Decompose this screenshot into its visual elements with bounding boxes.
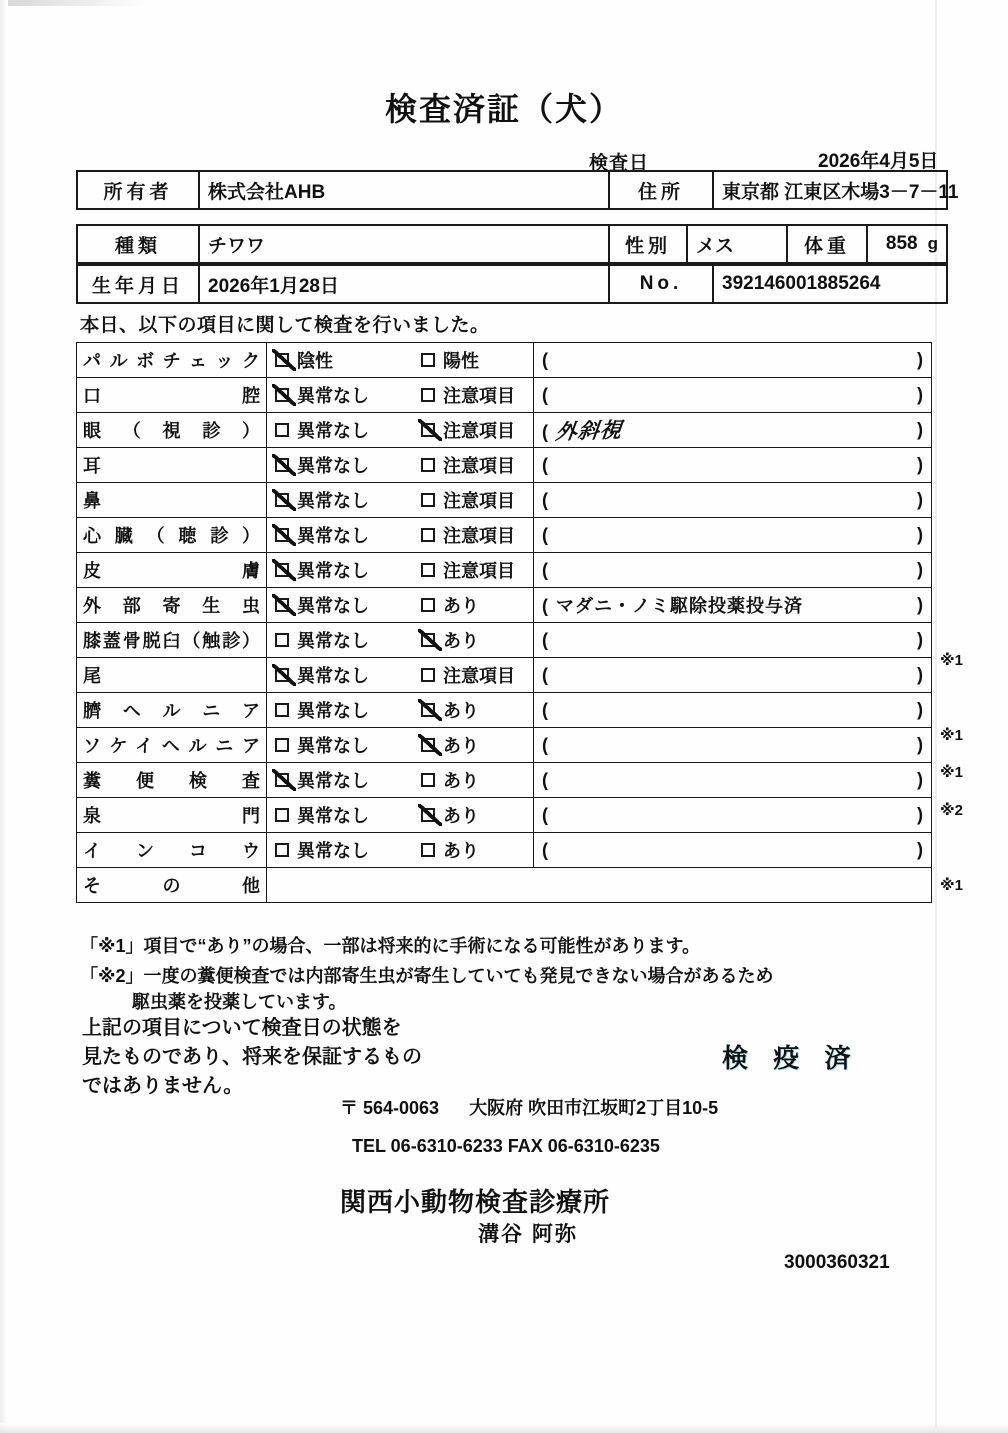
checklist-row-options xyxy=(267,623,534,658)
checklist-row xyxy=(77,553,932,588)
note-paren-open: ( xyxy=(542,559,548,580)
note-paren-open: ( xyxy=(542,596,548,616)
checklist-row-label: ソケイヘルニア xyxy=(77,728,267,763)
checklist-row-note[interactable] xyxy=(534,448,932,483)
owner-value: 株式会社AHB xyxy=(199,171,609,209)
checkbox-label: あり xyxy=(443,631,479,651)
scan-line-right xyxy=(935,0,937,1433)
checkbox-label: 注意項目 xyxy=(443,561,515,581)
empty-checkbox-icon[interactable] xyxy=(421,598,435,612)
footnote-marker: ※2 xyxy=(940,801,963,819)
sex-label: 性別 xyxy=(609,225,687,263)
note-paren-open: ( xyxy=(542,524,548,545)
checkbox-option-2[interactable] xyxy=(421,837,479,863)
checklist-row xyxy=(77,483,932,518)
note-paren-open: ( xyxy=(542,664,548,685)
checkbox-option-1[interactable] xyxy=(275,417,421,443)
checklist-row-note[interactable] xyxy=(534,833,932,868)
note-paren-close: ) xyxy=(917,804,923,825)
checkbox-option-1[interactable] xyxy=(275,802,421,828)
checkbox-label: 陽性 xyxy=(443,351,479,371)
checkbox-option-1[interactable] xyxy=(275,592,421,618)
note-paren-close: ) xyxy=(917,769,923,790)
weight-unit: g xyxy=(927,234,938,253)
checkbox-option-2[interactable] xyxy=(421,557,515,583)
checkbox-option-1[interactable] xyxy=(275,837,421,863)
note-paren-close: ) xyxy=(917,629,923,650)
note-paren-close: ) xyxy=(917,419,923,440)
page-title: 検査済証（犬） xyxy=(384,91,623,127)
note-paren-open: ( xyxy=(542,349,548,370)
checkbox-option-1[interactable] xyxy=(275,382,421,408)
note-paren-close: ) xyxy=(917,489,923,510)
empty-checkbox-icon[interactable] xyxy=(421,843,435,857)
checkbox-option-1[interactable] xyxy=(275,557,421,583)
checklist-row-note[interactable] xyxy=(534,658,932,693)
note-paren-close: ) xyxy=(917,699,923,720)
animal-row xyxy=(77,225,947,263)
weight-label: 体重 xyxy=(787,225,867,263)
checklist-row-label: 皮膚 xyxy=(77,553,267,588)
checkbox-label: 異常なし xyxy=(297,771,369,791)
note-paren-close: ) xyxy=(917,734,923,755)
note-paren-close: ) xyxy=(917,664,923,685)
checkbox-option-2[interactable] xyxy=(421,522,515,548)
note-paren-close: ) xyxy=(917,839,923,860)
scan-edge-left xyxy=(0,0,8,1433)
kind-value: チワワ xyxy=(199,225,609,263)
checkbox-label: 異常なし xyxy=(297,386,369,406)
checklist-row-blank xyxy=(267,868,932,903)
checkbox-label: 注意項目 xyxy=(443,666,515,686)
note-paren-open: ( xyxy=(542,734,548,755)
scan-edge-top xyxy=(0,0,150,6)
checklist-row xyxy=(77,728,932,763)
birth-value: 2026年1月28日 xyxy=(199,265,609,303)
checklist-row-label: 耳 xyxy=(77,448,267,483)
checkbox-option-2[interactable] xyxy=(421,347,479,373)
disclaimer-block xyxy=(82,1014,422,1101)
document-number: 3000360321 xyxy=(784,1252,890,1273)
checked-checkbox-icon[interactable] xyxy=(275,388,289,402)
checklist-row xyxy=(77,798,932,833)
empty-checkbox-icon[interactable] xyxy=(421,773,435,787)
no-label: No. xyxy=(609,265,713,303)
disclaimer-line-3: ではありません。 xyxy=(82,1075,244,1097)
no-value: 392146001885264 xyxy=(713,265,947,303)
checklist-row xyxy=(77,623,932,658)
checklist-row xyxy=(77,448,932,483)
clinic-address-text: 大阪府 吹田市江坂町2丁目10-5 xyxy=(469,1098,719,1118)
checkbox-option-2[interactable] xyxy=(421,662,515,688)
empty-checkbox-icon[interactable] xyxy=(421,458,435,472)
quarantine-stamp: 検 疫 済 xyxy=(722,1043,860,1073)
checkbox-label: 異常なし xyxy=(297,526,369,546)
checklist-row xyxy=(77,658,932,693)
checked-checkbox-icon[interactable] xyxy=(275,563,289,577)
note-paren-open: ( xyxy=(542,804,548,825)
checked-checkbox-icon[interactable] xyxy=(275,353,289,367)
checked-checkbox-icon[interactable] xyxy=(421,738,435,752)
checkbox-option-1[interactable] xyxy=(275,452,421,478)
weight-cell xyxy=(867,225,947,263)
checkbox-label: あり xyxy=(443,806,479,826)
checkbox-option-2[interactable] xyxy=(421,802,479,828)
sex-value: メス xyxy=(687,225,787,263)
checklist-row-label: 鼻 xyxy=(77,483,267,518)
checkbox-label: あり xyxy=(443,771,479,791)
checklist-row-options xyxy=(267,588,534,623)
birth-label: 生年月日 xyxy=(77,265,199,303)
birth-table xyxy=(76,264,948,304)
checkbox-label: 異常なし xyxy=(297,421,369,441)
checklist-row-options xyxy=(267,833,534,868)
checklist-row-label: その他 xyxy=(77,868,267,903)
footnote-2-line1: 「※2」一度の糞便検査では内部寄生虫が寄生していても発見できない場合があるため xyxy=(80,966,774,986)
empty-checkbox-icon[interactable] xyxy=(275,703,289,717)
checklist-row xyxy=(77,413,932,448)
checkbox-label: 異常なし xyxy=(297,456,369,476)
handwritten-note: 外斜視 xyxy=(554,417,624,445)
clinic-postal: 〒 564-0063 xyxy=(340,1098,440,1118)
checklist-row xyxy=(77,833,932,868)
empty-checkbox-icon[interactable] xyxy=(275,808,289,822)
intro-text: 本日、以下の項目に関して検査を行いました。 xyxy=(80,315,490,336)
note-paren-open: ( xyxy=(542,422,548,442)
checklist-row-options xyxy=(267,448,534,483)
footnote-marker: ※1 xyxy=(940,876,963,894)
checkbox-option-1[interactable] xyxy=(275,732,421,758)
checklist-row-note[interactable] xyxy=(534,623,932,658)
checked-checkbox-icon[interactable] xyxy=(275,458,289,472)
note-paren-close: ) xyxy=(917,524,923,545)
note-paren-close: ) xyxy=(917,454,923,475)
checkbox-label: 異常なし xyxy=(297,736,369,756)
checked-checkbox-icon[interactable] xyxy=(421,423,435,437)
footnote-1: 「※1」項目で“あり”の場合、一部は将来的に手術になる可能性があります。 xyxy=(80,936,701,956)
checkbox-label: あり xyxy=(443,596,479,616)
note-paren-open: ( xyxy=(542,629,548,650)
note-paren-close: ) xyxy=(917,349,923,370)
checklist-row-label: 泉門 xyxy=(77,798,267,833)
checklist-row-options xyxy=(267,728,534,763)
checklist-row-label: 尾 xyxy=(77,658,267,693)
checkbox-option-2[interactable] xyxy=(421,732,479,758)
checklist-row xyxy=(77,378,932,413)
checklist-row-note[interactable] xyxy=(534,413,932,448)
checkbox-option-1[interactable] xyxy=(275,697,421,723)
checkbox-option-2[interactable] xyxy=(421,767,479,793)
checklist-row xyxy=(77,343,932,378)
checked-checkbox-icon[interactable] xyxy=(275,493,289,507)
checklist-row-label: インコウ xyxy=(77,833,267,868)
footnote-marker: ※1 xyxy=(940,727,963,744)
checklist-row-label: 糞便検査 xyxy=(77,763,267,798)
checklist-row-note[interactable] xyxy=(534,763,932,798)
birth-row xyxy=(77,265,947,303)
note-paren-open: ( xyxy=(542,699,548,720)
note-paren-open: ( xyxy=(542,384,548,405)
checklist-row-note[interactable] xyxy=(534,483,932,518)
checkbox-label: 注意項目 xyxy=(443,386,515,406)
checklist-row-options xyxy=(267,483,534,518)
checklist-row-note[interactable] xyxy=(534,728,932,763)
checklist-row-options xyxy=(267,413,534,448)
checklist-row-options xyxy=(267,798,534,833)
checkbox-label: 異常なし xyxy=(297,561,369,581)
disclaimer-line-1: 上記の項目について検査日の状態を xyxy=(82,1017,402,1039)
checklist-row-label: 外部寄生虫 xyxy=(77,588,267,623)
checkbox-label: 異常なし xyxy=(297,666,369,686)
checklist-row-label: パルボチェック xyxy=(77,343,267,378)
checklist-row-options xyxy=(267,378,534,413)
checked-checkbox-icon[interactable] xyxy=(275,668,289,682)
inspection-date-value: 2026年4月5日 xyxy=(818,151,939,172)
empty-checkbox-icon[interactable] xyxy=(275,843,289,857)
veterinarian-name: 溝谷 阿弥 xyxy=(478,1223,578,1246)
note-text: マダニ・ノミ駆除投薬投与済 xyxy=(556,596,803,616)
footnote-marker: ※1 xyxy=(940,764,963,782)
checkbox-label: あり xyxy=(443,701,479,721)
checkbox-option-1[interactable] xyxy=(275,767,421,793)
disclaimer-line-2: 見たものであり、将来を保証するもの xyxy=(82,1046,422,1068)
empty-checkbox-icon[interactable] xyxy=(275,633,289,647)
note-paren-open: ( xyxy=(542,769,548,790)
inspection-date-label: 検査日 xyxy=(589,153,650,174)
checked-checkbox-icon[interactable] xyxy=(421,633,435,647)
animal-table xyxy=(76,224,948,264)
clinic-name: 関西小動物検査診療所 xyxy=(340,1187,611,1217)
checklist-row-options xyxy=(267,518,534,553)
checklist-row-options xyxy=(267,343,534,378)
checkbox-label: 注意項目 xyxy=(443,526,515,546)
checkbox-option-1[interactable] xyxy=(275,347,421,373)
empty-checkbox-icon[interactable] xyxy=(275,738,289,752)
checklist-row xyxy=(77,868,932,903)
address-label: 住所 xyxy=(609,171,713,209)
checkbox-label: あり xyxy=(443,841,479,861)
address-value: 東京都 江東区木場3－7－11 xyxy=(713,171,947,209)
checkbox-label: 注意項目 xyxy=(443,456,515,476)
checklist-row xyxy=(77,518,932,553)
checklist-row xyxy=(77,763,932,798)
checklist-row-note[interactable] xyxy=(534,343,932,378)
checklist-row-note[interactable] xyxy=(534,553,932,588)
checkbox-label: 異常なし xyxy=(297,701,369,721)
empty-checkbox-icon[interactable] xyxy=(421,563,435,577)
checklist-row xyxy=(77,693,932,728)
checkbox-option-2[interactable] xyxy=(421,382,515,408)
scan-edge-bottom xyxy=(0,1423,1008,1433)
checklist-row-options xyxy=(267,763,534,798)
checklist-row-label: 膝蓋骨脱臼（触診） xyxy=(77,623,267,658)
owner-label: 所有者 xyxy=(77,171,199,209)
checkbox-label: 異常なし xyxy=(297,841,369,861)
footnote-marker: ※1 xyxy=(940,652,963,670)
checklist-row-note[interactable] xyxy=(534,518,932,553)
checkbox-label: 注意項目 xyxy=(443,491,515,511)
checkbox-label: 異常なし xyxy=(297,631,369,651)
checkbox-label: あり xyxy=(443,736,479,756)
note-paren-close: ) xyxy=(917,559,923,580)
kind-label: 種類 xyxy=(77,225,199,263)
checkbox-label: 異常なし xyxy=(297,806,369,826)
owner-table xyxy=(76,170,959,210)
checkbox-option-1[interactable] xyxy=(275,662,421,688)
checkbox-label: 異常なし xyxy=(297,596,369,616)
checkbox-option-1[interactable] xyxy=(275,522,421,548)
empty-checkbox-icon[interactable] xyxy=(421,353,435,367)
note-paren-close: ) xyxy=(917,384,923,405)
checkbox-option-2[interactable] xyxy=(421,592,479,618)
checkbox-option-2[interactable] xyxy=(421,697,479,723)
checklist-row-options xyxy=(267,693,534,728)
checkbox-option-2[interactable] xyxy=(421,417,515,443)
checklist-table xyxy=(76,342,932,903)
checkbox-option-2[interactable] xyxy=(421,452,515,478)
note-paren-close: ) xyxy=(917,594,923,615)
empty-checkbox-icon[interactable] xyxy=(421,493,435,507)
checked-checkbox-icon[interactable] xyxy=(421,703,435,717)
note-paren-open: ( xyxy=(542,839,548,860)
checklist-row-label: 眼（視診） xyxy=(77,413,267,448)
checked-checkbox-icon[interactable] xyxy=(275,773,289,787)
empty-checkbox-icon[interactable] xyxy=(275,423,289,437)
checklist-row-note[interactable] xyxy=(534,378,932,413)
checkbox-label: 陰性 xyxy=(297,351,333,371)
checklist-row-label: 臍ヘルニア xyxy=(77,693,267,728)
owner-row xyxy=(77,171,947,209)
checked-checkbox-icon[interactable] xyxy=(275,528,289,542)
checklist-row-note[interactable] xyxy=(534,588,932,623)
note-paren-open: ( xyxy=(542,489,548,510)
checked-checkbox-icon[interactable] xyxy=(275,598,289,612)
checklist-row-note[interactable] xyxy=(534,693,932,728)
checkbox-option-2[interactable] xyxy=(421,627,479,653)
checkbox-label: 注意項目 xyxy=(443,421,515,441)
checkbox-option-1[interactable] xyxy=(275,487,421,513)
empty-checkbox-icon[interactable] xyxy=(421,668,435,682)
checkbox-option-2[interactable] xyxy=(421,487,515,513)
checked-checkbox-icon[interactable] xyxy=(421,808,435,822)
checklist-row xyxy=(77,588,932,623)
checklist-row-note[interactable] xyxy=(534,798,932,833)
empty-checkbox-icon[interactable] xyxy=(421,388,435,402)
weight-value: 858 xyxy=(885,233,918,254)
checkbox-label: 異常なし xyxy=(297,491,369,511)
clinic-tel-fax: TEL 06-6310-6233 FAX 06-6310-6235 xyxy=(352,1136,660,1156)
checkbox-option-1[interactable] xyxy=(275,627,421,653)
checklist-row-options xyxy=(267,553,534,588)
footnote-2-line2: 駆虫薬を投薬しています。 xyxy=(132,992,347,1012)
checklist-row-options xyxy=(267,658,534,693)
note-paren-open: ( xyxy=(542,454,548,475)
checklist-row-label: 心臓（聴診） xyxy=(77,518,267,553)
empty-checkbox-icon[interactable] xyxy=(421,528,435,542)
clinic-address xyxy=(340,1094,718,1120)
checklist-row-label: 口腔 xyxy=(77,378,267,413)
